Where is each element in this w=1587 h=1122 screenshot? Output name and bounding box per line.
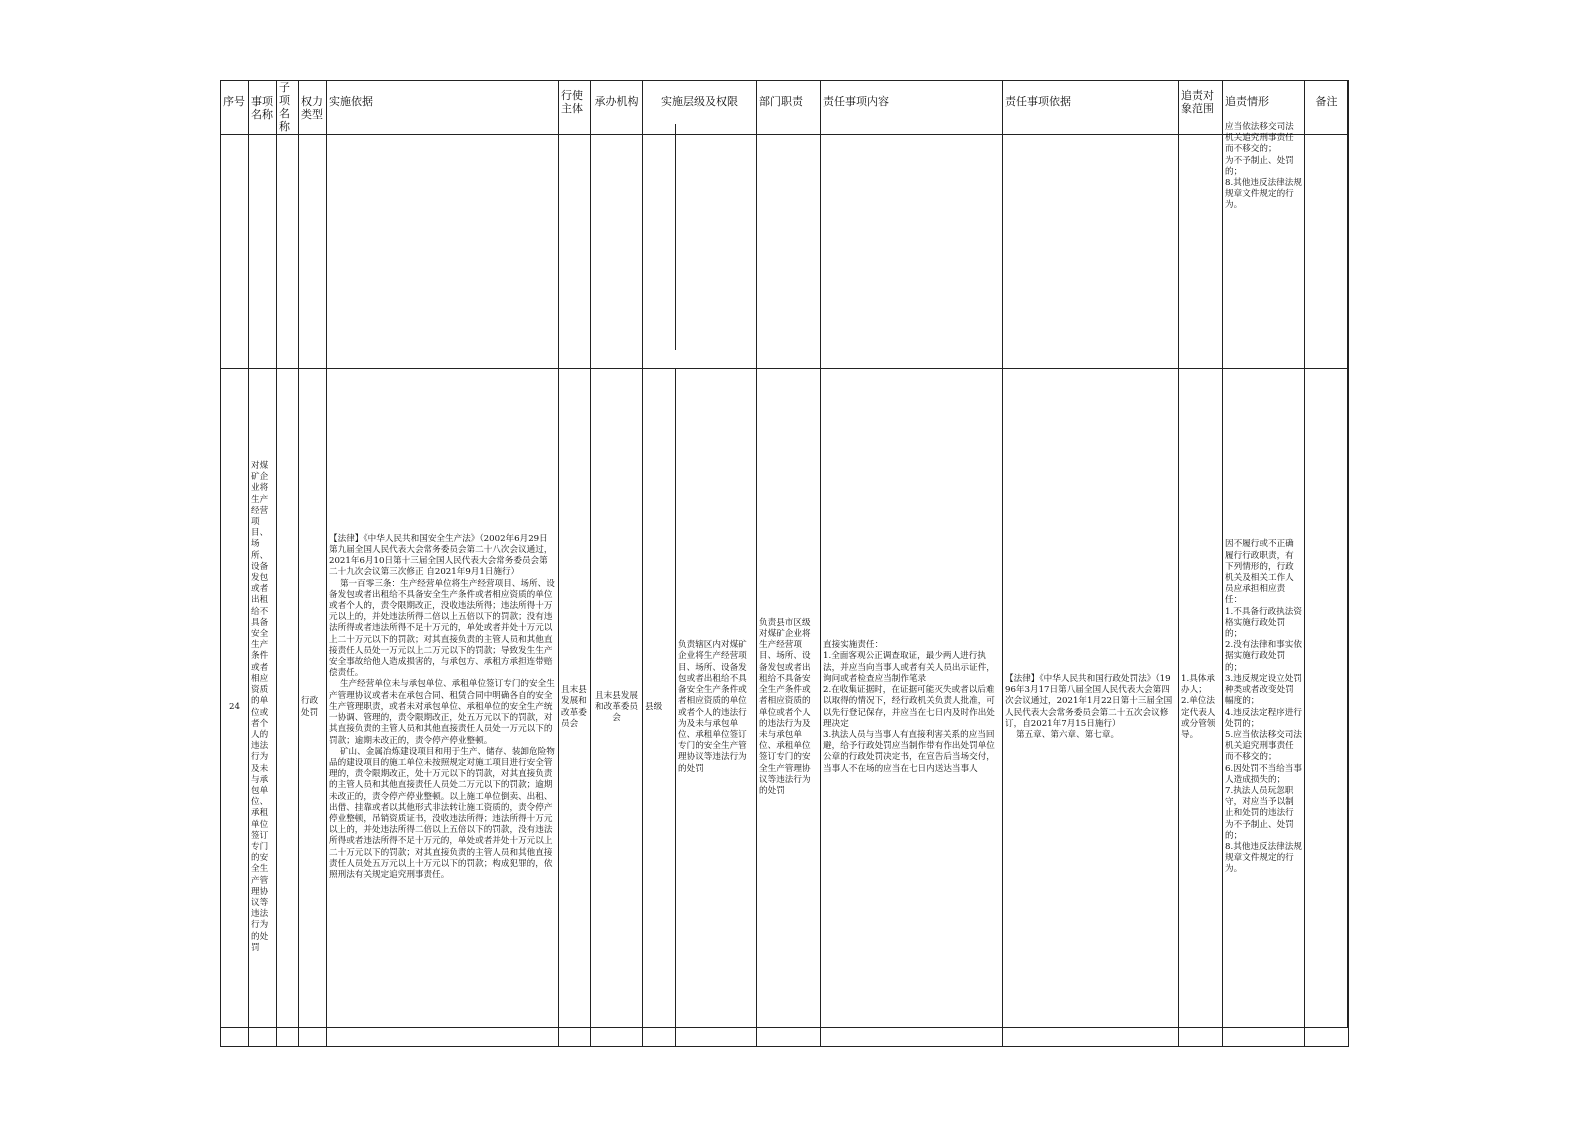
row-scope: 1.具体承办人； 2.单位法定代表人或分管领导。 [1181,673,1216,740]
row-level-desc: 负责辖区内对煤矿企业将生产经营项目、场所、设备发包或者出租给不具备安全生产条件或者相应资质的单位或者个人的违法行为及未与承包单位、承租单位签订专门的安全生产管理协议等违法行为的处罚 [678,640,747,774]
header-seq: 序号 [221,81,249,135]
header-item-name: 事项名称 [249,81,277,135]
row-seq: 24 [229,701,240,712]
row-level: 县级 [643,369,676,1046]
header-agency: 承办机构 [591,81,643,135]
header-row [221,81,1349,135]
row-agency: 且末县发展和改革委员会 [595,690,638,724]
header-remark: 备注 [1305,81,1349,135]
row-duty: 负责县市区级对煤矿企业将生产经营项目、场所、设备发包或者出租给不具备安全生产条件或者相应资质的单位或者个人的违法行为及未与承包单位、承租单位签订专门的安全生产管理协议等违法行为的处罚 [759,617,811,796]
header-sub-item: 子项名称 [277,81,299,135]
row-subject: 且末县发展和改革委员会 [561,685,587,729]
header-resp-content: 责任事项内容 [821,81,1003,135]
header-subject: 行使主体 [559,81,591,135]
header-basis: 实施依据 [327,81,559,135]
header-situation: 追责情形 [1223,81,1305,135]
prev-row-situation: 应当依法移交司法机关追究刑事责任而不移交的； 为不予制止、处罚的； 8.其他违反法律法规规章文件规定的行为。 [1225,122,1302,211]
approval-table-sheet [220,80,1348,1028]
table-row [221,135,1349,369]
row-resp-content: 直接实施责任： 1.全面客观公正调查取证，最少两人进行执法，并应当向当事人或者有关人员出示证件，询问或者检查应当制作笔录 2.在收集证据时，在证据可能灭失或者以后难以取得的情况下，经行政机关负责人批准，可以先行登记保存，并应当在七日内及时作出处理决定 3.执法人员与当事人有直接利害关系的应当回避，给予行政处罚应当制作带有作出处罚单位公章的行政处罚决定书，在宣告后当场交付，当事人不在场的应当在七日内送达当事人 [823,640,995,774]
header-power-type: 权力类型 [299,81,327,135]
header-duty: 部门职责 [757,81,821,135]
row-basis: 【法律】《中华人民共和国安全生产法》（2002年6月29日第九届全国人民代表大会常务委员会第二十八次会议通过，2021年6月10日第十三届全国人民代表大会常务委员会第二十九次会议第三次修正 自2021年9月1日施行） 第一百零三条：生产经营单位将生产经营项目、场所、设备发包或者出租给不具备安全生产条件或者相应资质的单位或者个人的，责令限期改正，没收违法所得；违法所得十万元以上的，并处违法所得二倍以上五倍以下的罚款；没有违法所得或者违法所得不足十万元的，单处或者并处十万元以上二十万元以下的罚款；对其直接负责的主管人员和其他直接责任人员处一万元以上二万元以下的罚款；导致发生生产安全事故给他人造成损害的，与承包方、承租方承担连带赔偿责任。 生产经营单位未与承包单位、承租单位签订专门的安全生产管理协议或者未在承包合同、租赁合同中明确各自的安全生产管理职责，或者未对承包单位、承租单位的安全生产统一协调、管理的，责令限期改正，处五万元以下的罚款，对其直接负责的主管人员和其他直接责任人员处一万元以下的罚款；逾期未改正的，责令停产停业整顿。 矿山、金属冶炼建设项目和用于生产、储存、装卸危险物品的建设项目的施工单位未按照规定对施工项目进行安全管理的，责令限期改正，处十万元以下的罚款，对其直接负责的主管人员和其他直接责任人员处二万元以下的罚款；逾期未改正的，责令停产停业整顿。以上施工单位倒卖、出租、出借、挂靠或者以其他形式非法转让施工资质的，责令停产停业整顿，吊销资质证书，没收违法所得；违法所得十万元以上的，并处违法所得二倍以上五倍以下的罚款，没有违法所得或者违法所得不足十万元的，单处或者并处十万元以上二十万元以下的罚款；对其直接负责的主管人员和其他直接责任人员处五万元以上十万元以下的罚款；构成犯罪的，依照刑法有关规定追究刑事责任。 [329,533,555,880]
row-resp-basis: 【法律】《中华人民共和国行政处罚法》（1996年3月17日第八届全国人民代表大会第四次会议通过，2021年1月22日第十三届全国人民代表大会常务委员会第二十五次会议修订，自2021年7月15日施行） 第五章、第六章、第七章。 [1005,673,1173,740]
table-row [221,369,1349,1047]
responsibility-table [220,80,1349,1047]
header-scope: 追责对象范围 [1179,81,1223,135]
level-divider-line [675,124,676,350]
row-item-name: 对煤矿企业将生产经营项目、场所、设备发包或者出租给不具备安全生产条件或者相应资质的单位或者个人的违法行为及未与承包单位、承租单位签订专门的安全生产管理协议等违法行为的处罚 [251,461,269,953]
row-power-type: 行政处罚 [301,696,319,718]
row-situation: 因不履行或不正确履行行政职责，有下列情形的，行政机关及相关工作人员应承担相应责任： 1.不具备行政执法资格实施行政处罚的； 2.没有法律和事实依据实施行政处罚的； 3.违反规定设立处罚种类或者改变处罚幅度的； 4.违反法定程序进行处罚的； 5.应当依法移交司法机关追究刑事责任而不移交的； 6.因处罚不当给当事人造成损失的； 7.执法人员玩忽职守，对应当予以制止和处罚的违法行为不予制止、处罚的； 8.其他违反法律法规规章文件规定的行为。 [1225,539,1302,875]
header-level: 实施层级及权限 [643,81,757,135]
header-resp-basis: 责任事项依据 [1003,81,1179,135]
